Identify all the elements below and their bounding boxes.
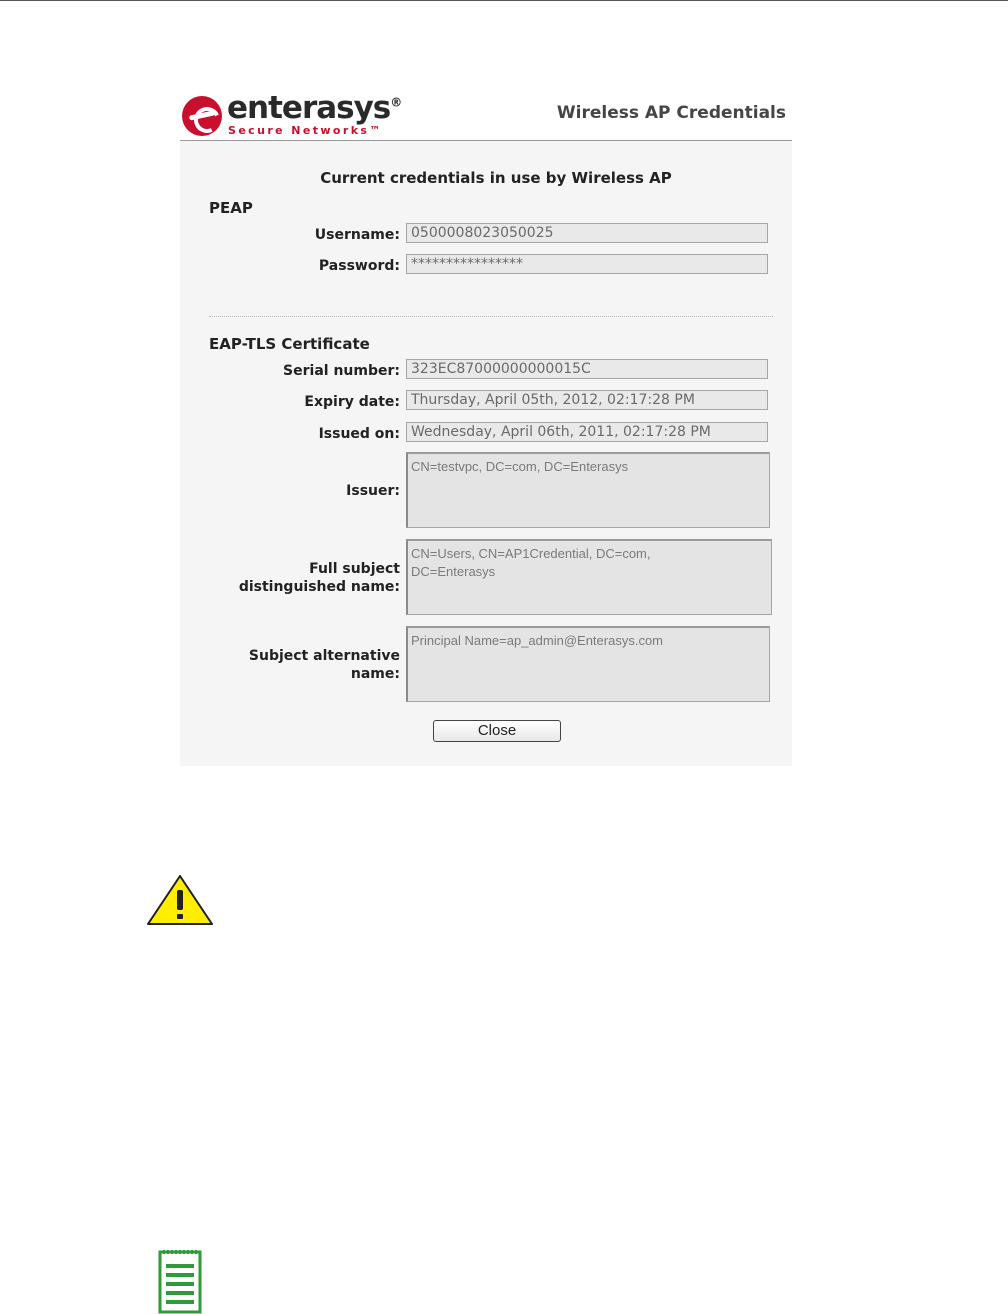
issued-on-field[interactable]: Wednesday, April 06th, 2011, 02:17:28 PM bbox=[406, 422, 768, 442]
subject-dn-label-line1: Full subject bbox=[309, 561, 400, 577]
brand-header bbox=[180, 90, 792, 141]
enterasys-logo-icon bbox=[182, 96, 222, 136]
expiry-date-field[interactable]: Thursday, April 05th, 2012, 02:17:28 PM bbox=[406, 390, 768, 410]
subject-alt-name-label-line1: Subject alternative bbox=[248, 648, 400, 664]
page-top-rule bbox=[0, 0, 1008, 1]
password-label: Password: bbox=[318, 258, 400, 274]
subject-alt-name-label bbox=[200, 647, 400, 683]
expiry-date-label: Expiry date: bbox=[304, 394, 400, 410]
notepad-icon bbox=[158, 1248, 202, 1314]
section-divider bbox=[209, 316, 773, 317]
issuer-label: Issuer: bbox=[346, 483, 400, 499]
issuer-textarea[interactable]: CN=testvpc, DC=com, DC=Enterasys bbox=[406, 452, 770, 528]
logo-tagline: Secure Networks™ bbox=[228, 124, 383, 137]
subject-dn-label-line2: distinguished name: bbox=[238, 579, 400, 595]
subject-dn-textarea[interactable]: CN=Users, CN=AP1Credential, DC=com, DC=Enterasys bbox=[406, 539, 772, 615]
username-label: Username: bbox=[314, 227, 400, 243]
logo-wordmark: enterasys® bbox=[227, 90, 402, 126]
close-button[interactable]: Close bbox=[433, 720, 561, 742]
password-field[interactable]: **************** bbox=[406, 254, 768, 274]
warning-triangle-icon bbox=[146, 874, 214, 926]
subject-alt-name-label-line2: name: bbox=[350, 666, 400, 682]
serial-number-label: Serial number: bbox=[283, 363, 400, 379]
peap-section-title: PEAP bbox=[209, 199, 253, 217]
credentials-heading: Current credentials in use by Wireless AP bbox=[320, 169, 672, 187]
eap-tls-section-title: EAP-TLS Certificate bbox=[209, 335, 370, 353]
subject-dn-label bbox=[200, 560, 400, 596]
issued-on-label: Issued on: bbox=[318, 426, 400, 442]
wireless-ap-credentials-dialog bbox=[180, 90, 792, 766]
subject-alt-name-textarea[interactable]: Principal Name=ap_admin@Enterasys.com bbox=[406, 626, 770, 702]
serial-number-field[interactable]: 323EC87000000000015C bbox=[406, 359, 768, 379]
username-field[interactable]: 0500008023050025 bbox=[406, 223, 768, 243]
dialog-title: Wireless AP Credentials bbox=[556, 103, 786, 123]
